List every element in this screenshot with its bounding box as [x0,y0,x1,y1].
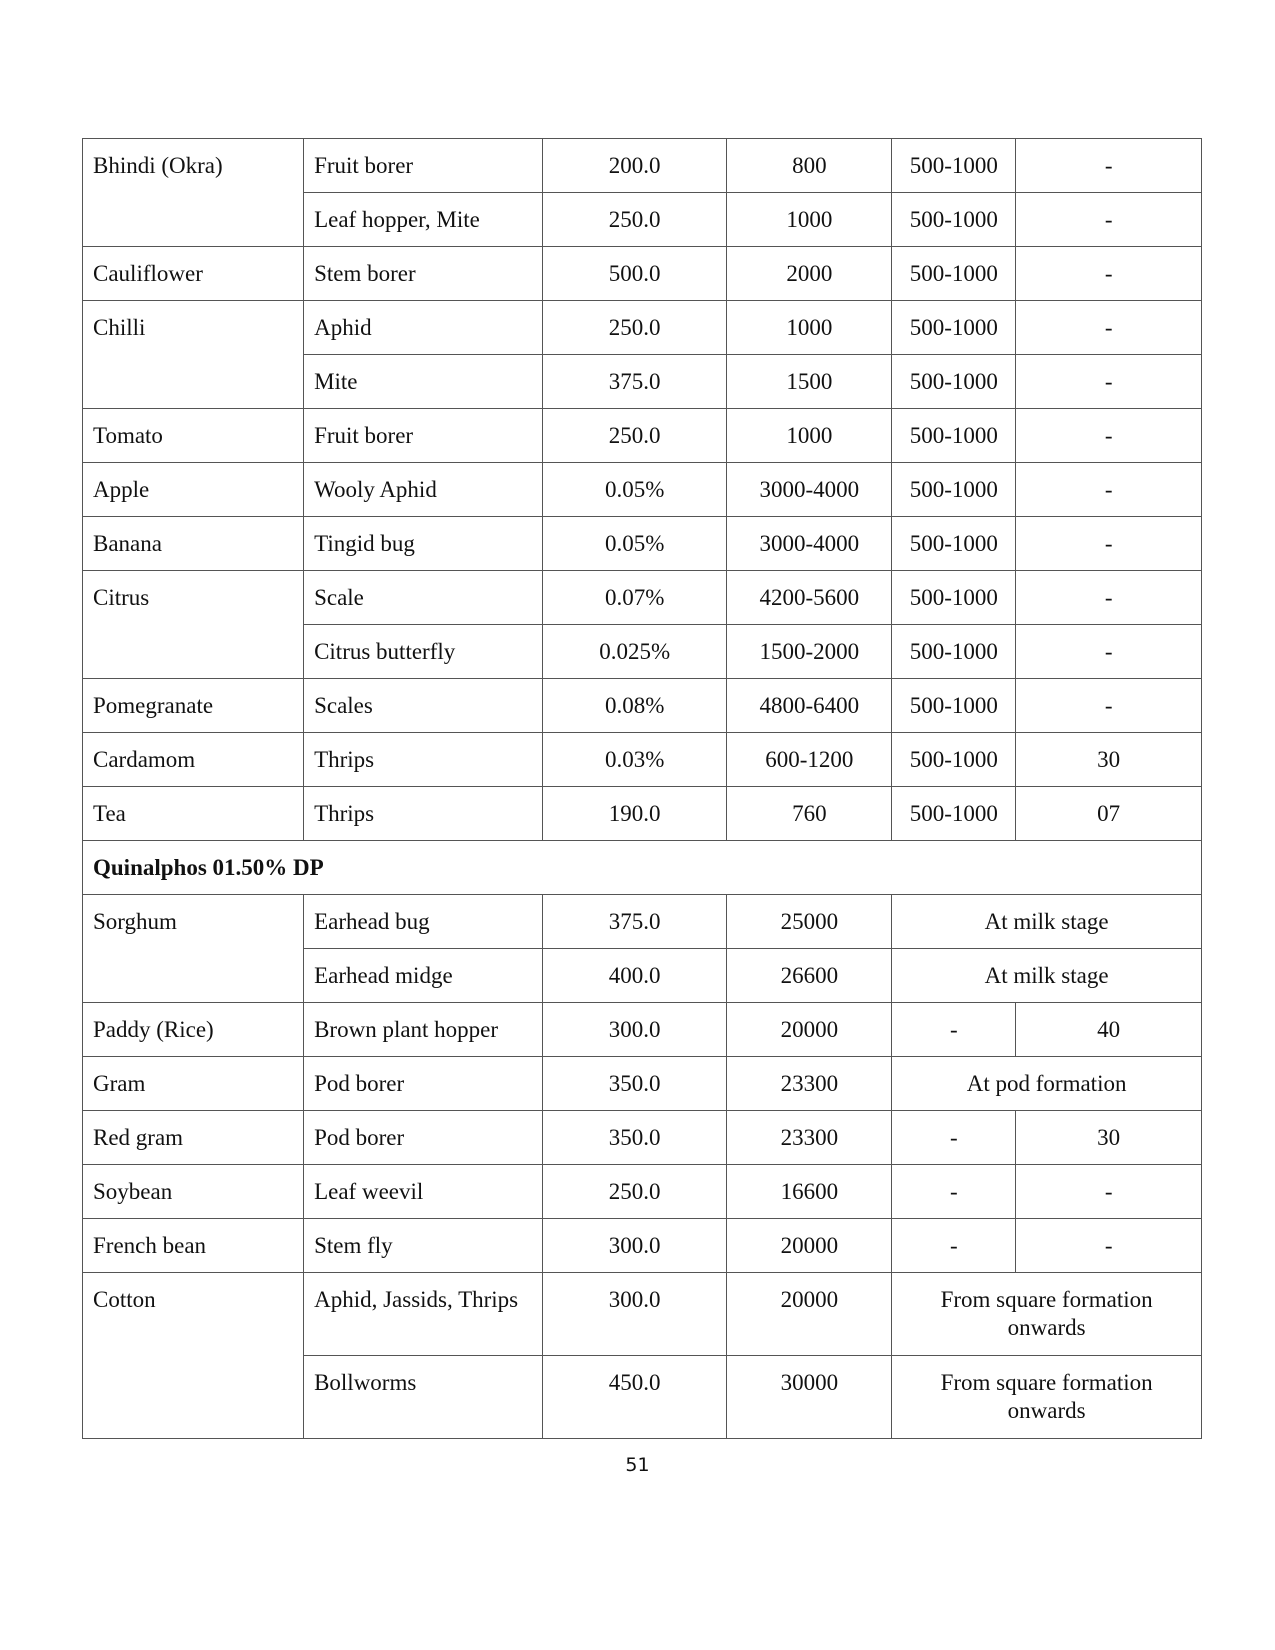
value-cell: 16600 [727,1165,892,1219]
value-cell: - [1016,193,1202,247]
value-cell: 500-1000 [892,463,1016,517]
crop-cell: Apple [83,463,304,517]
value-cell: 500-1000 [892,139,1016,193]
crop-cell: Tea [83,787,304,841]
value-cell: 250.0 [542,409,727,463]
value-cell: - [1016,139,1202,193]
value-cell: 375.0 [542,895,727,949]
table-row [83,1273,1202,1356]
table-row [83,1165,1202,1219]
pest-cell: Earhead bug [304,895,543,949]
pest-cell: Bollworms [304,1356,543,1439]
table-row [83,301,1202,355]
value-cell: 0.03% [542,733,727,787]
pest-cell: Pod borer [304,1057,543,1111]
value-cell: 1500 [727,355,892,409]
value-cell: - [1016,409,1202,463]
value-cell: 500-1000 [892,355,1016,409]
table-row [83,247,1202,301]
crop-cell: Citrus [83,571,304,679]
section-row [83,841,1202,895]
value-cell: 0.08% [542,679,727,733]
table-row [83,1219,1202,1273]
value-cell: 250.0 [542,193,727,247]
pest-cell: Stem borer [304,247,543,301]
pest-cell: Aphid, Jassids, Thrips [304,1273,543,1356]
value-cell: 500-1000 [892,247,1016,301]
timing-cell: At pod formation [892,1057,1202,1111]
crop-cell: Sorghum [83,895,304,1003]
table-row [83,139,1202,193]
value-cell: - [1016,463,1202,517]
value-cell: 3000-4000 [727,517,892,571]
value-cell: 0.05% [542,463,727,517]
table-row [83,463,1202,517]
value-cell: 07 [1016,787,1202,841]
crop-cell: Cauliflower [83,247,304,301]
crop-cell: Soybean [83,1165,304,1219]
crop-cell: Tomato [83,409,304,463]
value-cell: 350.0 [542,1057,727,1111]
value-cell: 30 [1016,733,1202,787]
pest-cell: Leaf weevil [304,1165,543,1219]
value-cell: 23300 [727,1057,892,1111]
timing-cell: From square formation onwards [892,1356,1202,1439]
pest-cell: Thrips [304,787,543,841]
value-cell: - [1016,571,1202,625]
value-cell: 190.0 [542,787,727,841]
value-cell: 3000-4000 [727,463,892,517]
value-cell: 25000 [727,895,892,949]
value-cell: 500-1000 [892,787,1016,841]
pesticide-dosage-table [82,138,1202,1439]
value-cell: - [1016,679,1202,733]
value-cell: 450.0 [542,1356,727,1439]
pest-cell: Tingid bug [304,517,543,571]
value-cell: 23300 [727,1111,892,1165]
table-row [83,895,1202,949]
value-cell: - [892,1165,1016,1219]
crop-cell: Pomegranate [83,679,304,733]
timing-cell: At milk stage [892,895,1202,949]
value-cell: 350.0 [542,1111,727,1165]
pest-cell: Fruit borer [304,409,543,463]
value-cell: 300.0 [542,1219,727,1273]
value-cell: 500-1000 [892,301,1016,355]
value-cell: 500-1000 [892,193,1016,247]
crop-cell: Cotton [83,1273,304,1439]
crop-cell: Red gram [83,1111,304,1165]
value-cell: 20000 [727,1003,892,1057]
crop-cell: French bean [83,1219,304,1273]
pest-cell: Citrus butterfly [304,625,543,679]
value-cell: 0.07% [542,571,727,625]
value-cell: - [892,1003,1016,1057]
value-cell: - [1016,301,1202,355]
value-cell: 0.05% [542,517,727,571]
value-cell: 26600 [727,949,892,1003]
crop-cell: Banana [83,517,304,571]
value-cell: 500-1000 [892,679,1016,733]
value-cell: 4200-5600 [727,571,892,625]
value-cell: - [1016,517,1202,571]
table-row [83,1111,1202,1165]
table-row [83,517,1202,571]
pest-cell: Stem fly [304,1219,543,1273]
value-cell: - [1016,1165,1202,1219]
timing-cell: At milk stage [892,949,1202,1003]
pest-cell: Mite [304,355,543,409]
value-cell: 4800-6400 [727,679,892,733]
value-cell: 375.0 [542,355,727,409]
table-row [83,1057,1202,1111]
pest-cell: Pod borer [304,1111,543,1165]
pest-cell: Scale [304,571,543,625]
value-cell: - [1016,355,1202,409]
value-cell: - [1016,625,1202,679]
value-cell: 20000 [727,1219,892,1273]
value-cell: 2000 [727,247,892,301]
section-title: Quinalphos 01.50% DP [83,841,1202,895]
pest-cell: Brown plant hopper [304,1003,543,1057]
table-row [83,733,1202,787]
crop-cell: Paddy (Rice) [83,1003,304,1057]
value-cell: 500-1000 [892,409,1016,463]
pest-cell: Scales [304,679,543,733]
pest-cell: Aphid [304,301,543,355]
value-cell: 1000 [727,193,892,247]
table-row [83,571,1202,625]
value-cell: - [892,1219,1016,1273]
value-cell: 300.0 [542,1273,727,1356]
table-row [83,787,1202,841]
value-cell: 0.025% [542,625,727,679]
pest-cell: Fruit borer [304,139,543,193]
value-cell: 200.0 [542,139,727,193]
value-cell: 500.0 [542,247,727,301]
value-cell: 30 [1016,1111,1202,1165]
crop-cell: Cardamom [83,733,304,787]
value-cell: - [1016,247,1202,301]
value-cell: 1000 [727,301,892,355]
value-cell: 500-1000 [892,517,1016,571]
pest-cell: Thrips [304,733,543,787]
value-cell: 30000 [727,1356,892,1439]
value-cell: - [892,1111,1016,1165]
value-cell: 1000 [727,409,892,463]
value-cell: - [1016,1219,1202,1273]
value-cell: 500-1000 [892,733,1016,787]
page-number: 51 [625,1454,650,1476]
value-cell: 800 [727,139,892,193]
crop-cell: Gram [83,1057,304,1111]
value-cell: 300.0 [542,1003,727,1057]
crop-cell: Chilli [83,301,304,409]
table-row [83,409,1202,463]
pest-cell: Earhead midge [304,949,543,1003]
value-cell: 1500-2000 [727,625,892,679]
value-cell: 760 [727,787,892,841]
value-cell: 250.0 [542,301,727,355]
crop-cell: Bhindi (Okra) [83,139,304,247]
value-cell: 500-1000 [892,625,1016,679]
pest-cell: Leaf hopper, Mite [304,193,543,247]
value-cell: 500-1000 [892,571,1016,625]
table-row [83,1003,1202,1057]
pest-cell: Wooly Aphid [304,463,543,517]
table-row [83,679,1202,733]
value-cell: 20000 [727,1273,892,1356]
timing-cell: From square formation onwards [892,1273,1202,1356]
value-cell: 400.0 [542,949,727,1003]
value-cell: 250.0 [542,1165,727,1219]
value-cell: 600-1200 [727,733,892,787]
value-cell: 40 [1016,1003,1202,1057]
